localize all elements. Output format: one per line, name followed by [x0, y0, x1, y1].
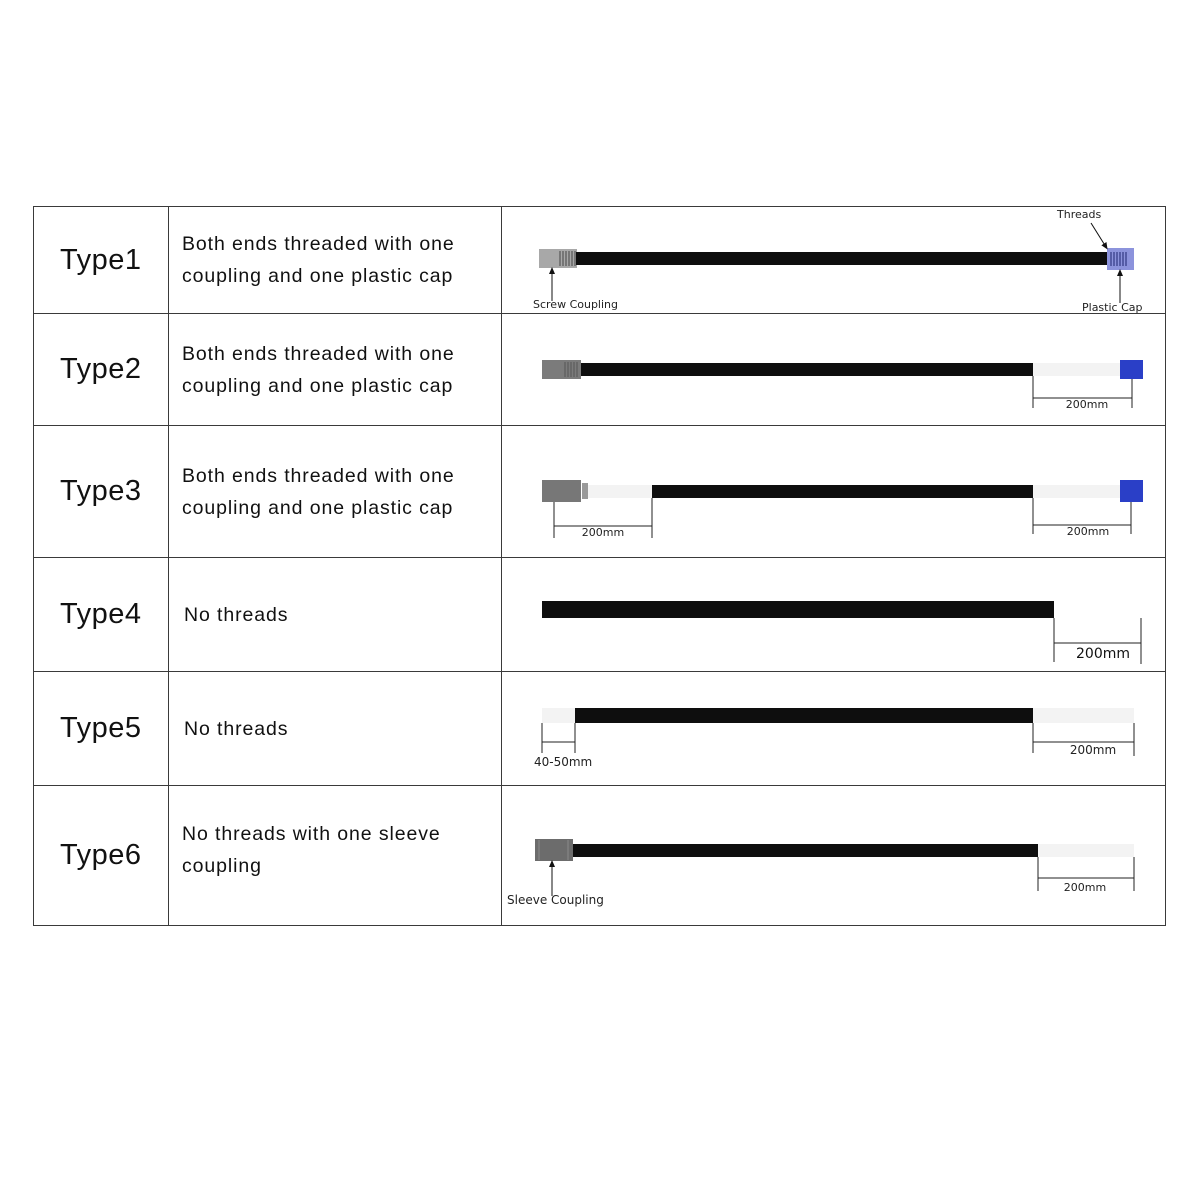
screw-coupling — [542, 480, 581, 502]
type-label: Type1 — [60, 243, 142, 276]
screw-coupling — [539, 249, 577, 268]
type-cell — [34, 207, 169, 314]
description-cell — [169, 207, 502, 314]
description-cell — [169, 426, 502, 558]
type3-diagram — [502, 426, 1165, 557]
description-line: No threads with one sleeve — [182, 822, 441, 845]
rebar — [542, 601, 1054, 618]
description-line: No threads — [184, 603, 289, 626]
description-cell — [169, 558, 502, 672]
sleeve-coupling — [535, 839, 573, 861]
type-label: Type3 — [60, 475, 142, 507]
threads-label: Threads — [1057, 208, 1102, 221]
table-row — [34, 786, 1166, 926]
table-row — [34, 314, 1166, 426]
type4-diagram — [502, 558, 1165, 671]
description — [169, 338, 501, 402]
description-line: No threads — [184, 717, 289, 740]
description-line: Both ends threaded with one — [182, 233, 455, 255]
bar-end — [1038, 844, 1134, 857]
type-label: Type6 — [60, 839, 142, 871]
sleeve-coupling-label: Sleeve Coupling — [507, 893, 604, 907]
threaded-end — [1033, 485, 1120, 498]
dimension-label: 40-50mm — [534, 755, 593, 769]
diagram-cell — [502, 558, 1166, 672]
rebar — [652, 485, 1033, 498]
description-line: coupling and one plastic cap — [182, 496, 454, 519]
dimension-label: 200mm — [1063, 881, 1107, 894]
dimension-label: 200mm — [1076, 646, 1130, 662]
plastic-cap — [1120, 360, 1143, 379]
description-cell — [169, 786, 502, 926]
description — [169, 713, 501, 745]
description — [169, 228, 501, 292]
type-cell — [34, 786, 169, 926]
type1-diagram — [502, 207, 1165, 313]
type-cell — [34, 426, 169, 558]
type-label: Type4 — [60, 598, 142, 630]
type6-diagram — [502, 786, 1165, 925]
description-cell — [169, 672, 502, 786]
screw-coupling-label: Screw Coupling — [533, 298, 619, 311]
rebar — [581, 363, 1033, 376]
description-line: Both ends threaded with one — [182, 464, 455, 487]
dimension-label: 200mm — [1066, 525, 1110, 538]
dimension-label: 200mm — [581, 526, 625, 539]
diagram-cell — [502, 786, 1166, 926]
type-cell — [34, 314, 169, 426]
type-cell — [34, 672, 169, 786]
rebar — [575, 708, 1033, 723]
description-line: coupling and one plastic cap — [182, 374, 454, 397]
description — [169, 818, 501, 882]
description-line: coupling and one plastic cap — [182, 265, 454, 287]
plastic-cap — [1120, 480, 1143, 502]
plastic-cap-label: Plastic Cap — [1082, 301, 1143, 314]
diagram-cell — [502, 672, 1166, 786]
type5-diagram — [502, 672, 1165, 785]
threads-arrow — [1091, 223, 1106, 247]
bar-end — [542, 708, 575, 723]
diagram-cell — [502, 426, 1166, 558]
type2-diagram — [502, 314, 1165, 425]
table-row — [34, 558, 1166, 672]
description-line: Both ends threaded with one — [182, 342, 455, 365]
screw-coupling — [542, 360, 581, 379]
threaded-end — [588, 485, 652, 498]
bar-end — [1033, 708, 1134, 723]
dimension-label: 200mm — [1069, 743, 1117, 757]
table-row — [34, 426, 1166, 558]
diagram-cell — [502, 207, 1166, 314]
rebar-types-table — [33, 206, 1166, 926]
diagram-cell — [502, 314, 1166, 426]
type-label: Type5 — [60, 712, 142, 744]
description — [169, 599, 501, 631]
rebar — [573, 844, 1038, 857]
table-row — [34, 672, 1166, 786]
table-row — [34, 207, 1166, 314]
rebar — [576, 252, 1108, 265]
coupling-threads — [583, 483, 587, 499]
type-cell — [34, 558, 169, 672]
dimension-label: 200mm — [1065, 398, 1109, 411]
description-line: coupling — [182, 854, 262, 877]
description-cell — [169, 314, 502, 426]
type-label: Type2 — [60, 353, 142, 385]
description — [169, 460, 501, 524]
threaded-end — [1033, 363, 1120, 376]
